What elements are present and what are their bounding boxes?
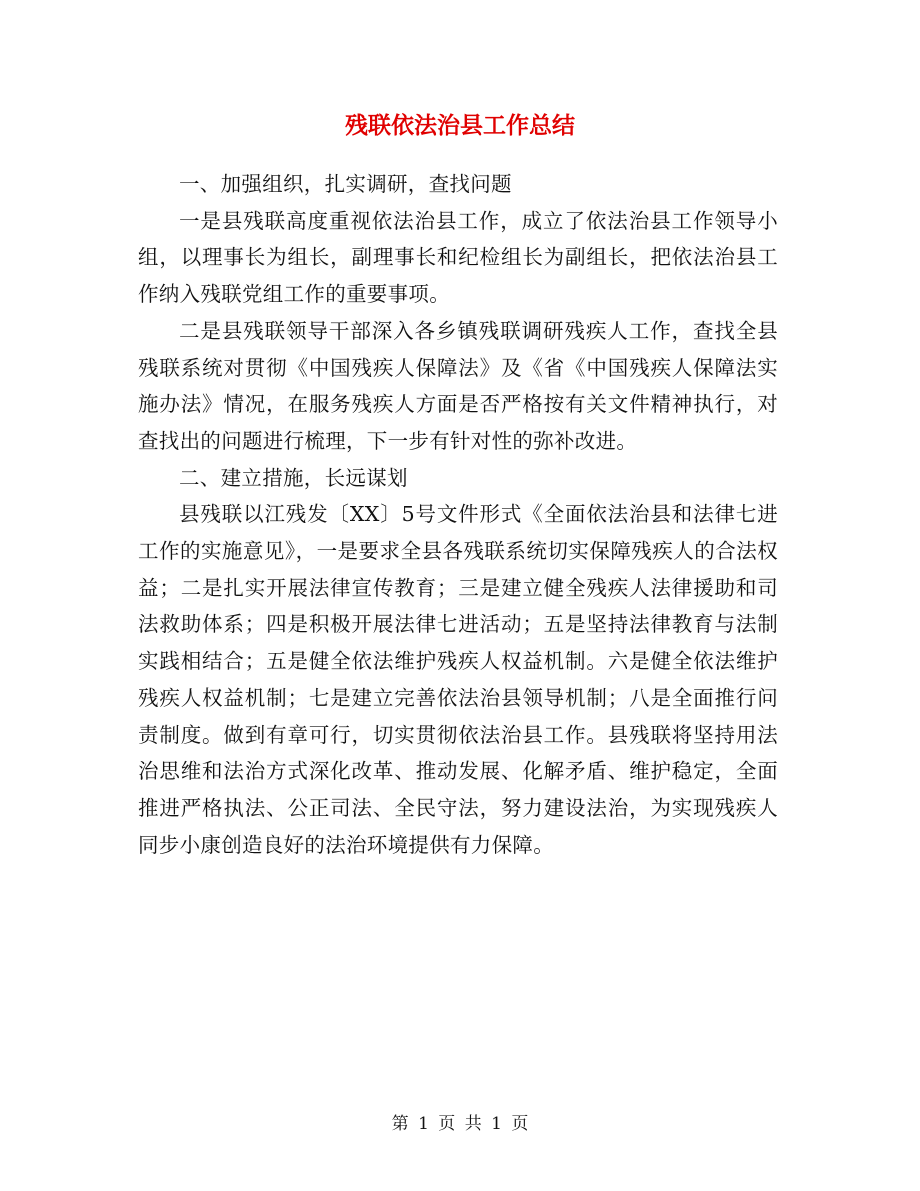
page-footer: 第 1 页 共 1 页 [391,1114,529,1134]
section-1-paragraph-1: 一是县残联高度重视依法治县工作，成立了依法治县工作领导小组，以理事长为组长，副理事长和纪检组长为副组长，把依法治县工作纳入残联党组工作的重要事项。 [138,208,778,307]
document-body [138,166,778,863]
section-heading-2: 二、建立措施，长远谋划 [179,465,408,490]
section-2-paragraph-1: 县残联以江残发〔XX〕5号文件形式《全面依法治县和法律七进工作的实施意见》，一是要求全县各残联系统切实保障残疾人的合法权益；二是扎实开展法律宣传教育；三是建立健全残疾人法律援助和司法救助体系；四是积极开展法律七进活动；五是坚持法律教育与法制实践相结合；五是健全依法维护残疾人权益机制。六是健全依法维护残疾人权益机制；七是建立完善依法治县领导机制；八是全面推行问责制度。做到有章可行，切实贯彻依法治县工作。县残联将坚持用法治思维和法治方式深化改革、推动发展、化解矛盾、维护稳定，全面推进严格执法、公正司法、全民守法，努力建设法治，为实现残疾人同步小康创造良好的法治环境提供有力保障。 [138,502,778,857]
section-1-paragraph-2: 二是县残联领导干部深入各乡镇残联调研残疾人工作，查找全县残联系统对贯彻《中国残疾人保障法》及《省《中国残疾人保障法实施办法》情况，在服务残疾人方面是否严格按有关文件精神执行，对查找出的问题进行梳理，下一步有针对性的弥补改进。 [138,318,778,453]
document-title: 残联依法治县工作总结 [345,112,575,139]
section-heading-1: 一、加强组织，扎实调研，查找问题 [179,172,512,196]
